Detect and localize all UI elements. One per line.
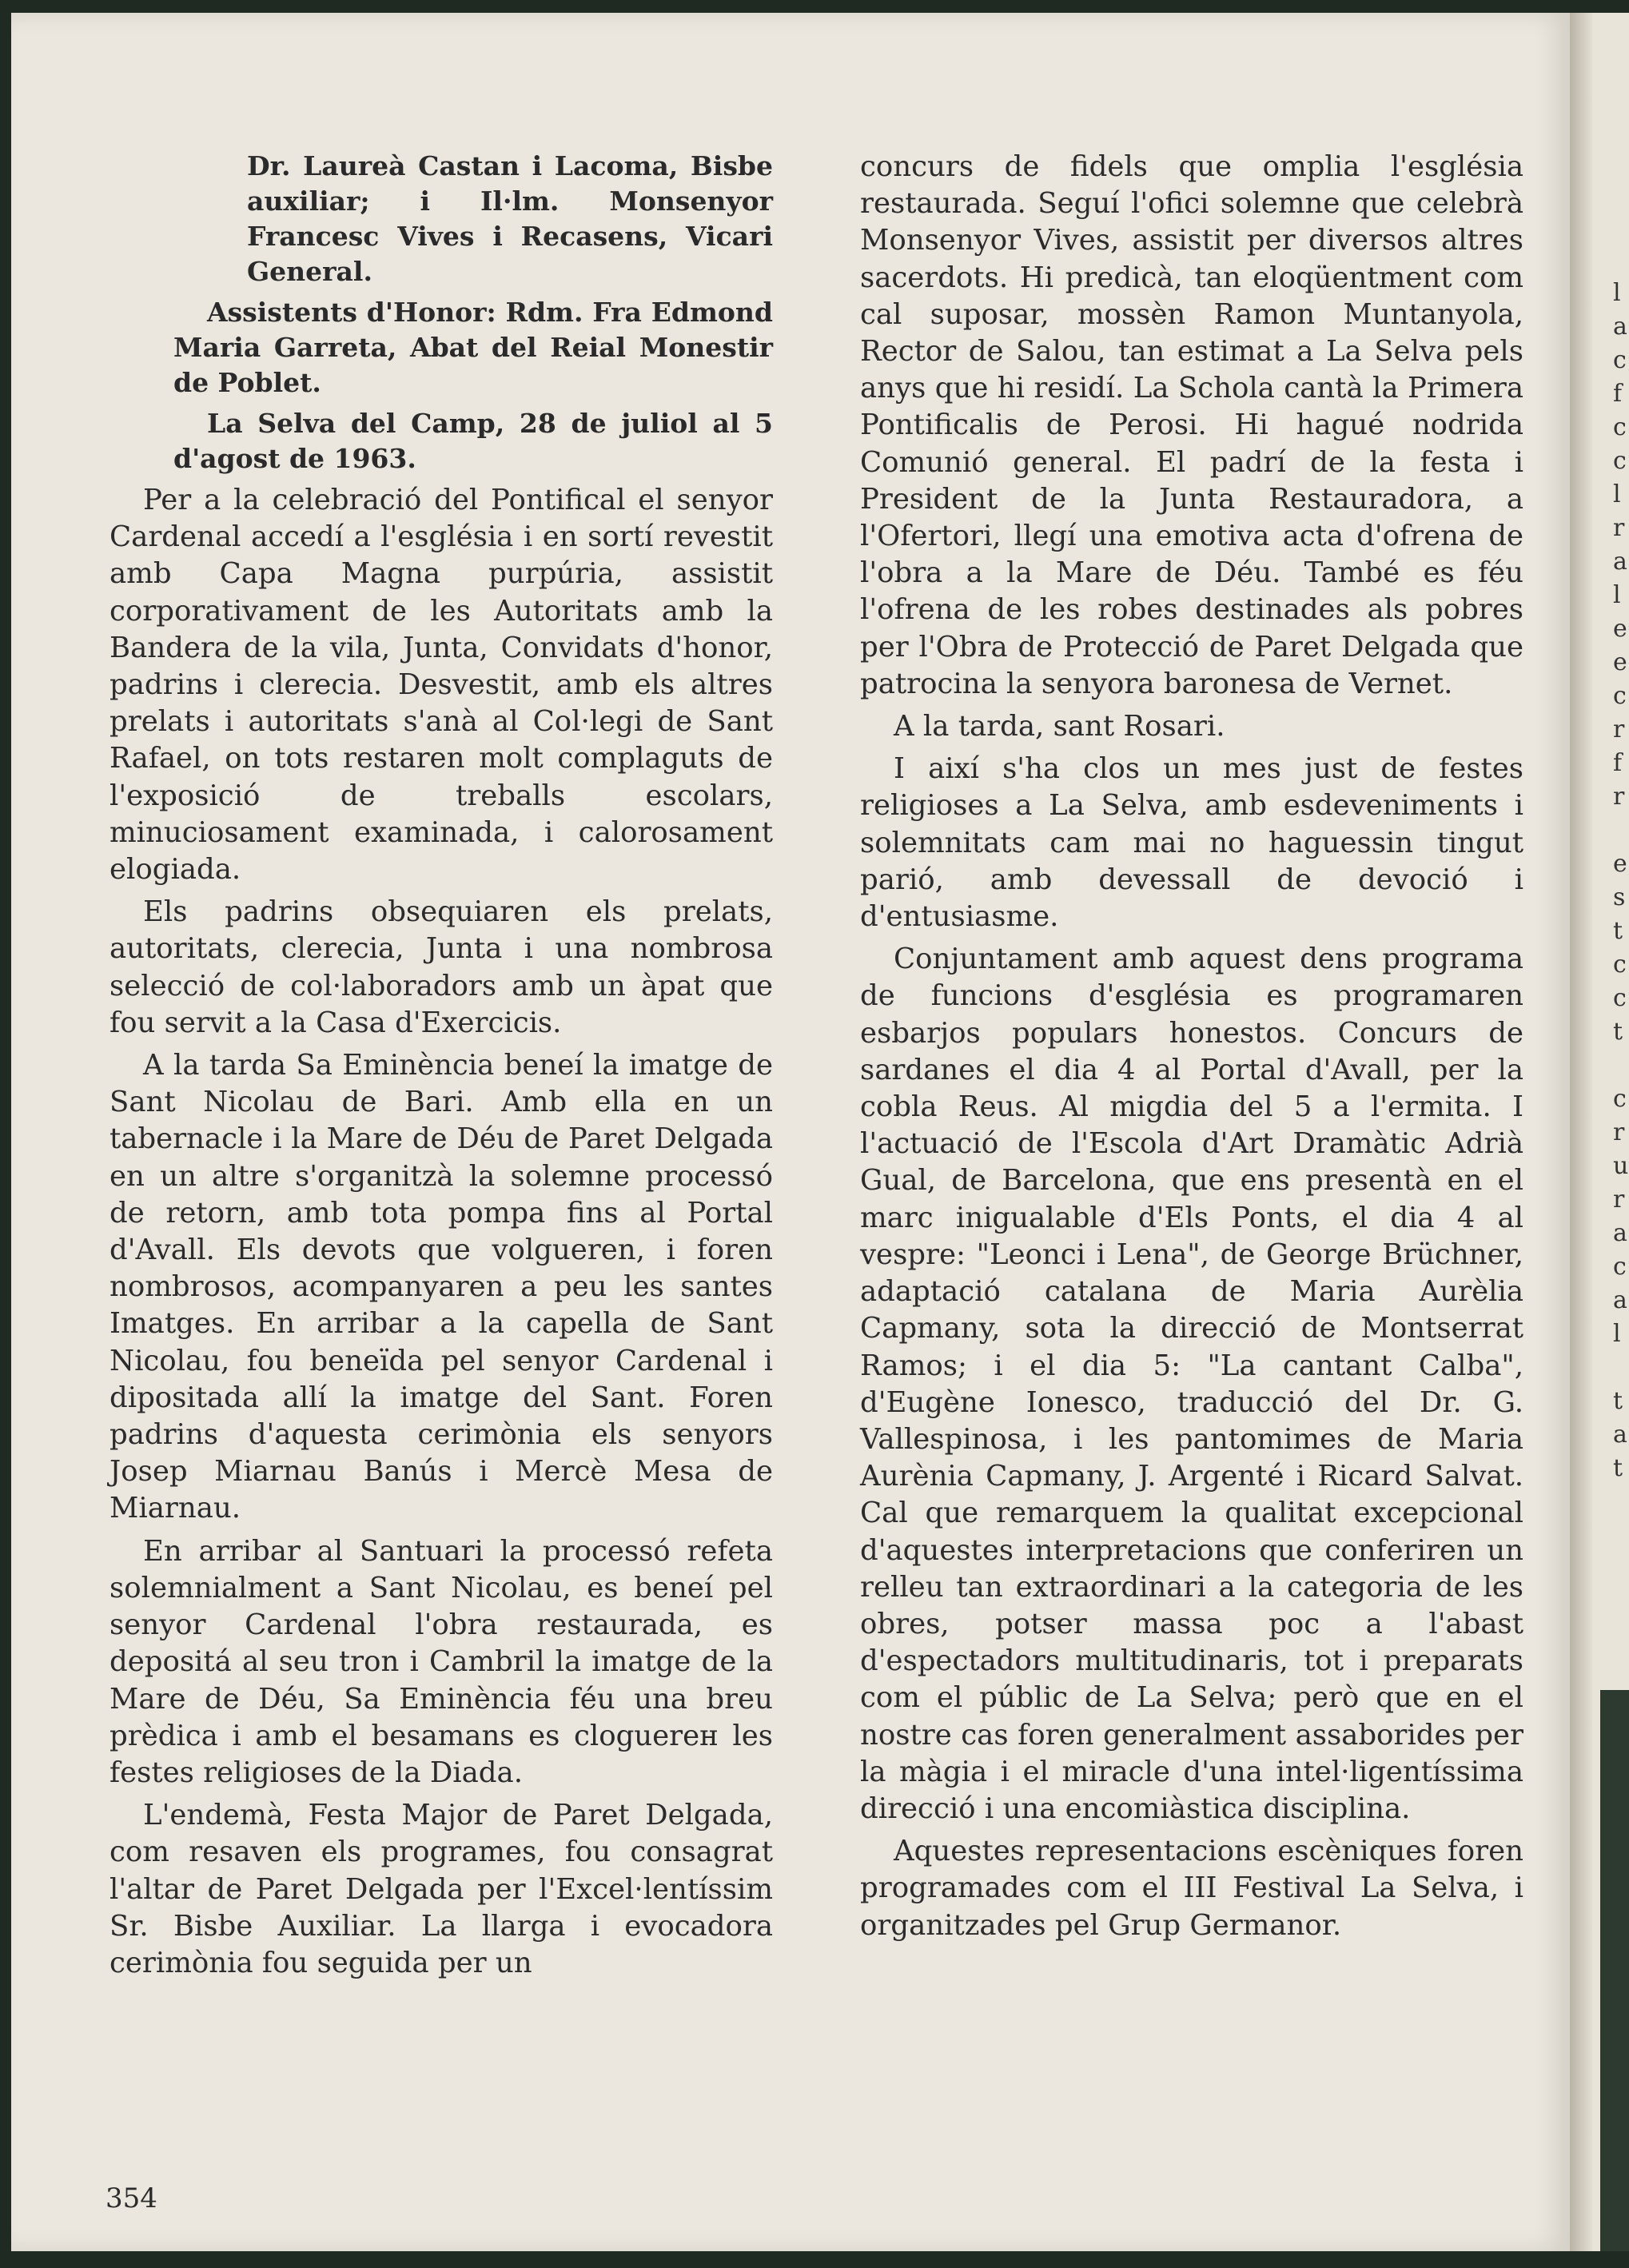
document-page: [11, 13, 1570, 2251]
next-page-letter: l: [1613, 1320, 1621, 1348]
right-column: [860, 149, 1523, 1950]
next-page-letter: c: [1613, 1085, 1627, 1113]
next-page-letter: t: [1613, 1387, 1623, 1415]
next-page-letter: r: [1613, 1118, 1625, 1146]
body-paragraph: A la tarda, sant Rosari.: [894, 710, 1225, 743]
next-page-letter: t: [1613, 1018, 1623, 1046]
next-page-letter: e: [1613, 648, 1627, 676]
body-paragraph: Els padrins obsequiaren els prelats, autoritats, clerecia, Junta i una nombrosa selecció de col·laboradors amb un àpat que fou servit a la Casa d'Exercicis.: [110, 895, 773, 1039]
body-paragraph: A la tarda Sa Eminència beneí la imatge de Sant Nicolau de Bari. Amb ella en un tabernacle i la Mare de Déu de Paret Delgada en un altre s'organitzà la solemne processó de retorn, amb tota pompa fins al Portal d'Avall. Els devots que volgueren, i foren nombrosos, acompanyaren a peu les santes Imatges. En arribar a la capella de Sant Nicolau, fou beneïda pel senyor Cardenal i dipositada allí la imatge del Sant. Foren padrins d'aquesta cerimònia els senyors Josep Miarnau Banús i Mercè Mesa de Miarnau.: [110, 1049, 773, 1525]
next-page-letter: c: [1613, 1253, 1627, 1281]
body-paragraph: Conjuntament amb aquest dens programa de funcions d'església es programaren esbarjos populars honestos. Concurs de sardanes el dia 4 al Portal d'Avall, per la cobla Reus. Al migdia del 5 a l'ermita. I l'actuació de l'Escola d'Art Dramàtic Adrià Gual, de Barcelona, que ens presentà en el marc inigualable d'Els Ponts, el dia 4 al vespre: "Leonci i Lena", de George Brüchner, adaptació catalana de Maria Aurèlia Capmany, sota la direcció de Montserrat Ramos; i el dia 5: "La cantant Calba", d'Eugène Ionesco, traducció del Dr. G. Vallespinosa, i les pantomimes de Maria Aurènia Capmany, J. Argenté i Ricard Salvat. Cal que remarquem la qualitat excepcional d'aquestes interpretacions que conferiren un relleu tan extraordinari a la categoria de les obres, potser massa poc a l'abast d'espectadors multitudinaris, tot i preparats com el públic de La Selva; però que en el nostre cas foren generalment assaborides per la màgia i el miracle d'una intel·ligentíssima direcció i una encomiàstica disciplina.: [860, 943, 1523, 1825]
next-page-text-fragment: [1613, 277, 1629, 1485]
next-page-letter: a: [1613, 313, 1627, 341]
body-paragraph: En arribar al Santuari la processó refeta solemnialment a Sant Nicolau, es beneí pel senyor Cardenal l'obra restaurada, es depositá al seu tron i Cambril la imatge de la Mare de Déu, Sa Eminència féu una breu prèdica i amb el besamans es cloguerен les festes religioses de la Diada.: [110, 1534, 773, 1789]
next-page-letter: l: [1613, 581, 1621, 609]
body-paragraph: Per a la celebració del Pontifical el senyor Cardenal accedí a l'església i en sortí revestit amb Capa Magna purpúria, assistit corporativament de les Autoritats amb la Bandera de la vila, Junta, Convidats d'honor, padrins i clerecia. Desvestit, amb els altres prelats i autoritats s'anà al Col·legi de Sant Rafael, on tots restaren molt complaguts de l'exposició de treballs escolars, minuciosament examinada, i calorosament elogiada.: [110, 484, 773, 887]
next-page-letter: [1613, 1351, 1629, 1385]
next-page-letter: a: [1613, 1286, 1627, 1314]
body-paragraph: concurs de fidels que omplia l'església restaurada. Seguí l'ofici solemne que celebrà Monsenyor Vives, assistit per diversos altres sacerdots. Hi predicà, tan eloqüentment com cal suposar, mossèn Ramon Muntanyola, Rector de Salou, tan estimat a La Selva pels anys que hi residí. La Schola cantà la Primera Pontificalis de Perosi. Hi hagué nodrida Comunió general. El padrí de la festa i President de la Junta Restauradora, a l'Ofertori, llegí una emotiva acta d'ofrena de l'obra a la Mare de Déu. També es féu l'ofrena de les robes destinades als pobres per l'Obra de Protecció de Paret Delgada que patrocina la senyora baronesa de Vernet.: [860, 150, 1523, 700]
next-page-letter: a: [1613, 1219, 1627, 1247]
body-paragraph: Aquestes representacions escèniques foren programades com el III Festival La Selva, i organitzades pel Grup Germanor.: [860, 1835, 1523, 1942]
next-page-letter: c: [1613, 951, 1627, 979]
body-paragraph: I així s'ha clos un mes just de festes religioses a La Selva, amb esdeveniments i solemnitats cam mai no haguessin tingut parió, amb devessall de devoció i d'entusiasme.: [860, 752, 1523, 934]
next-page-letter: a: [1613, 1421, 1627, 1449]
next-page-letter: r: [1613, 783, 1625, 811]
header-line: La Selva del Camp, 28 de juliol al 5 d'agost de 1963.: [173, 408, 773, 474]
next-page-letter: t: [1613, 917, 1623, 945]
body-paragraph: L'endemà, Festa Major de Paret Delgada, com resaven els programes, fou consagrat l'altar de Paret Delgada per l'Excel·lentíssim Sr. Bisbe Auxiliar. La llarga i evocadora cerimònia fou seguida per un: [110, 1799, 773, 1979]
left-column: [110, 149, 773, 1987]
next-page-letter: [1613, 814, 1629, 847]
next-page-letter: c: [1613, 413, 1627, 441]
next-page-letter: l: [1613, 480, 1621, 508]
next-page-letter: s: [1613, 883, 1626, 911]
header-line: Assistents d'Honor: Rdm. Fra Edmond Maria Garreta, Abat del Reial Monestir de Poblet.: [173, 297, 773, 398]
header-line: Dr. Laureà Castan i Lacoma, Bisbe auxiliar; i Il·lm. Monsenyor Francesc Vives i Recasens, Vicari General.: [247, 150, 773, 287]
next-page-letter: f: [1613, 749, 1623, 777]
next-page-letter: r: [1613, 1186, 1625, 1214]
next-page-letter: l: [1613, 279, 1621, 307]
next-page-letter: e: [1613, 615, 1627, 643]
next-page-letter: [1613, 1049, 1629, 1082]
next-page-letter: t: [1613, 1454, 1623, 1482]
next-page-letter: c: [1613, 682, 1627, 710]
next-page-letter: c: [1613, 447, 1627, 475]
next-page-letter: u: [1613, 1152, 1629, 1180]
next-page-letter: f: [1613, 380, 1623, 408]
page-number: 354: [106, 2182, 157, 2214]
next-page-edge: [1592, 13, 1629, 2251]
book-gutter: [1570, 13, 1592, 2251]
next-page-letter: r: [1613, 715, 1625, 743]
next-page-letter: c: [1613, 984, 1627, 1012]
next-page-letter: c: [1613, 346, 1627, 374]
next-page-photo-edge: [1600, 1690, 1629, 2251]
next-page-letter: r: [1613, 514, 1625, 542]
next-page-letter: a: [1613, 548, 1627, 576]
next-page-letter: e: [1613, 850, 1627, 878]
